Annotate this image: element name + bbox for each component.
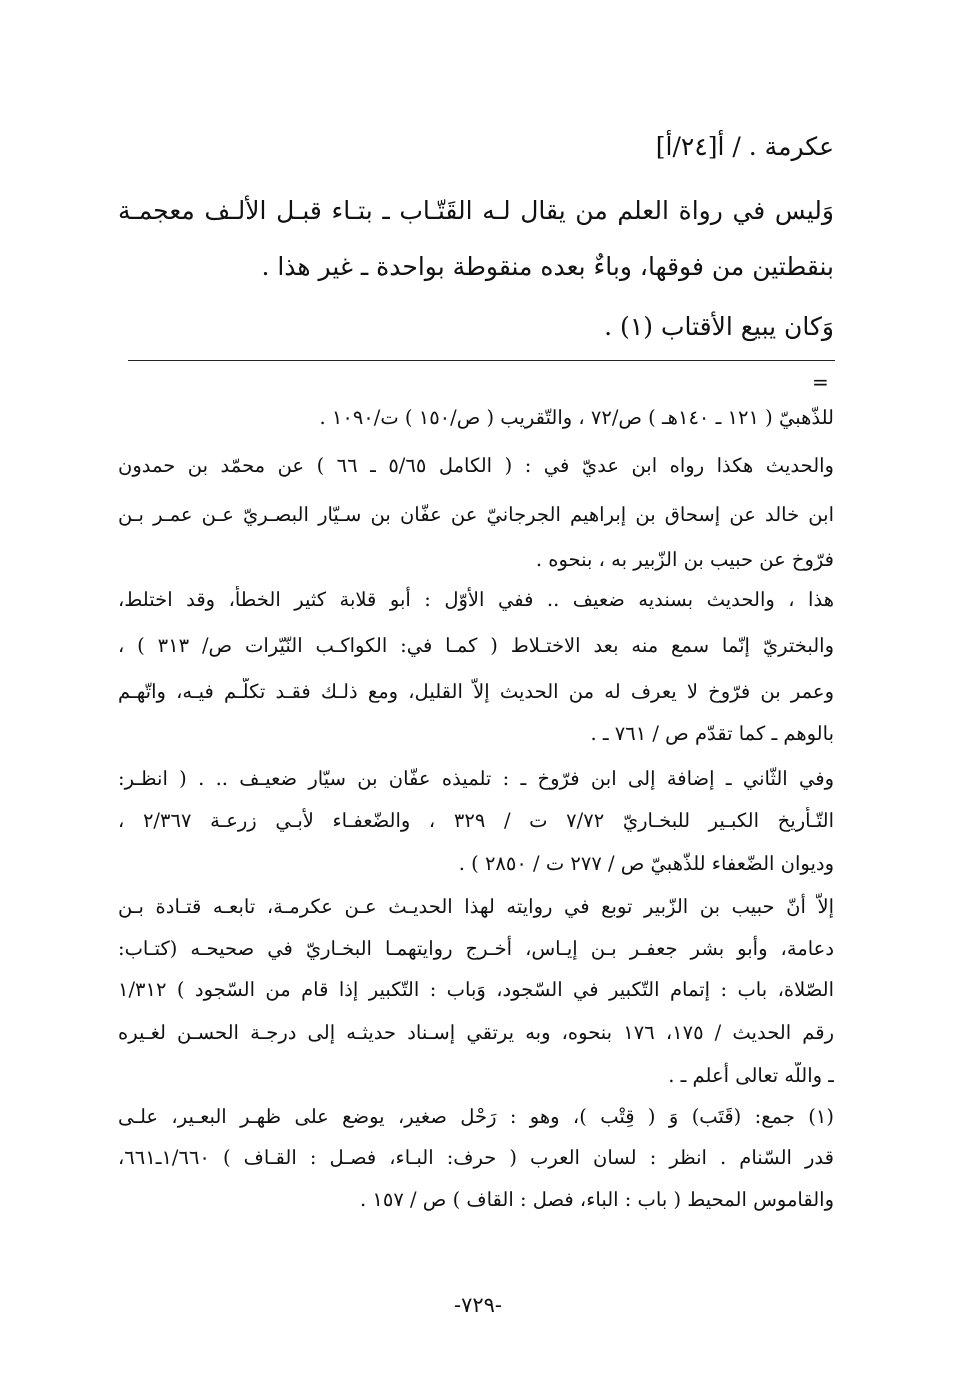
continuation-mark: =	[812, 370, 829, 394]
main-text-line: وَليس في رواة العلم من يقال لـه القَتّـاب ـ بتـاء قبـل الأَلـف معجمـة	[118, 196, 834, 225]
footnote-line: للذّهبيّ ( ١٢١ ـ ١٤٠هـ ) ص/٧٢ ، والتّقريب ( ص/١٥٠ ) ت/١٠٩٠ .	[319, 406, 834, 429]
footnote-divider	[128, 360, 835, 361]
footnote-line: ـ واللّه تعالى أعلم ـ .	[668, 1064, 834, 1087]
footnote-line: وعمر بن فرّوخ لا يعرف له من الحديث إلاّ القليل، ومع ذلـك فقـد تكلّـم فيـه، واتّهـم	[118, 680, 834, 703]
footnote-line: والحديث هكذا رواه ابن عديّ في : ( الكامل ٥/٦٥ ـ ٦٦ ) عن محمّد بن حمدون	[118, 454, 834, 477]
footnote-line: الصّلاة، باب : إتمام التّكبير في السّجود، وَباب : التّكبير إذا قام من السّجود ) ١/٣١٢	[118, 978, 834, 1001]
main-text-line: بنقطتين من فوقها، وباءٌ بعده منقوطة بواحدة ـ غير هذا .	[261, 252, 834, 281]
footnote-line: فرّوخ عن حبيب بن الزّبير به ، بنحوه .	[535, 548, 834, 571]
footnote-line: (١) جمع: (قَتَب) وَ ( قِتْب )، وهو : رَحْل صغير، يوضع على ظهـر البعـير، علـى	[118, 1105, 834, 1128]
page-number: -٧٢٩-	[453, 1293, 503, 1317]
footnote-line: بالوهم ـ كما تقدّم ص / ٧٦١ ـ .	[590, 722, 834, 745]
footnote-line: والبختريّ إنّما سمع منه بعد الاختـلاط ( كمـا في: الكواكـب النّيّرات ص/ ٣١٣ ) ،	[118, 634, 834, 657]
footnote-line: والقاموس المحيط ( باب : الباء، فصل : القاف ) ص / ١٥٧ .	[360, 1188, 834, 1211]
footnote-line: وديوان الضّعفاء للذّهبيّ ص / ٢٧٧ ت / ٢٨٥٠ ) .	[458, 852, 834, 875]
main-text-line: وَكان يبيع الأقتاب (١) .	[604, 312, 834, 341]
footnote-line: هذا ، والحديث بسنديه ضعيف .. ففي الأوّل : أبو قلابة كثير الخطأ، وقد اختلط،	[118, 588, 834, 611]
footnote-line: ابن خالد عن إسحاق بن إبراهيم الجرجانيّ عن عفّان بن سـيّار البصـريّ عـن عمـر بـن	[118, 503, 834, 526]
footnote-line: وفي الثّاني ـ إضافة إلى ابن فرّوخ ـ : تلميذه عفّان بن سيّار ضعيـف .. . ( انظـر:	[118, 767, 834, 790]
main-text-line: عكرمة . / أ[٢٤/أ]	[655, 132, 834, 161]
footnote-line: قدر السّنام . انظر : لسان العرب ( حرف: البـاء، فصـل : القـاف ) ١/٦٦٠ـ٦٦١،	[118, 1146, 834, 1169]
footnote-line: إلاّ أنّ حبيب بن الزّبير توبع في روايته لهذا الحديـث عـن عكرمـة، تابعـه قتـادة بـن	[118, 895, 834, 918]
footnote-line: رقم الحديث / ١٧٥، ١٧٦ بنحوه، وبه يرتقي إسـناد حديثـه إلى درجـة الحسـن لغـيره	[118, 1021, 834, 1044]
footnote-line: التّـأريخ الكبـير للبخـاريّ ٧/٧٢ ت / ٣٢٩ ، والضّعفـاء لأبـي زرعـة ٢/٣٦٧ ،	[118, 809, 834, 832]
footnote-line: دعامة، وأبو بشر جعفـر بـن إيـاس، أخـرج روايتهمـا البخـاريّ في صحيحـه (كتـاب:	[118, 937, 834, 960]
